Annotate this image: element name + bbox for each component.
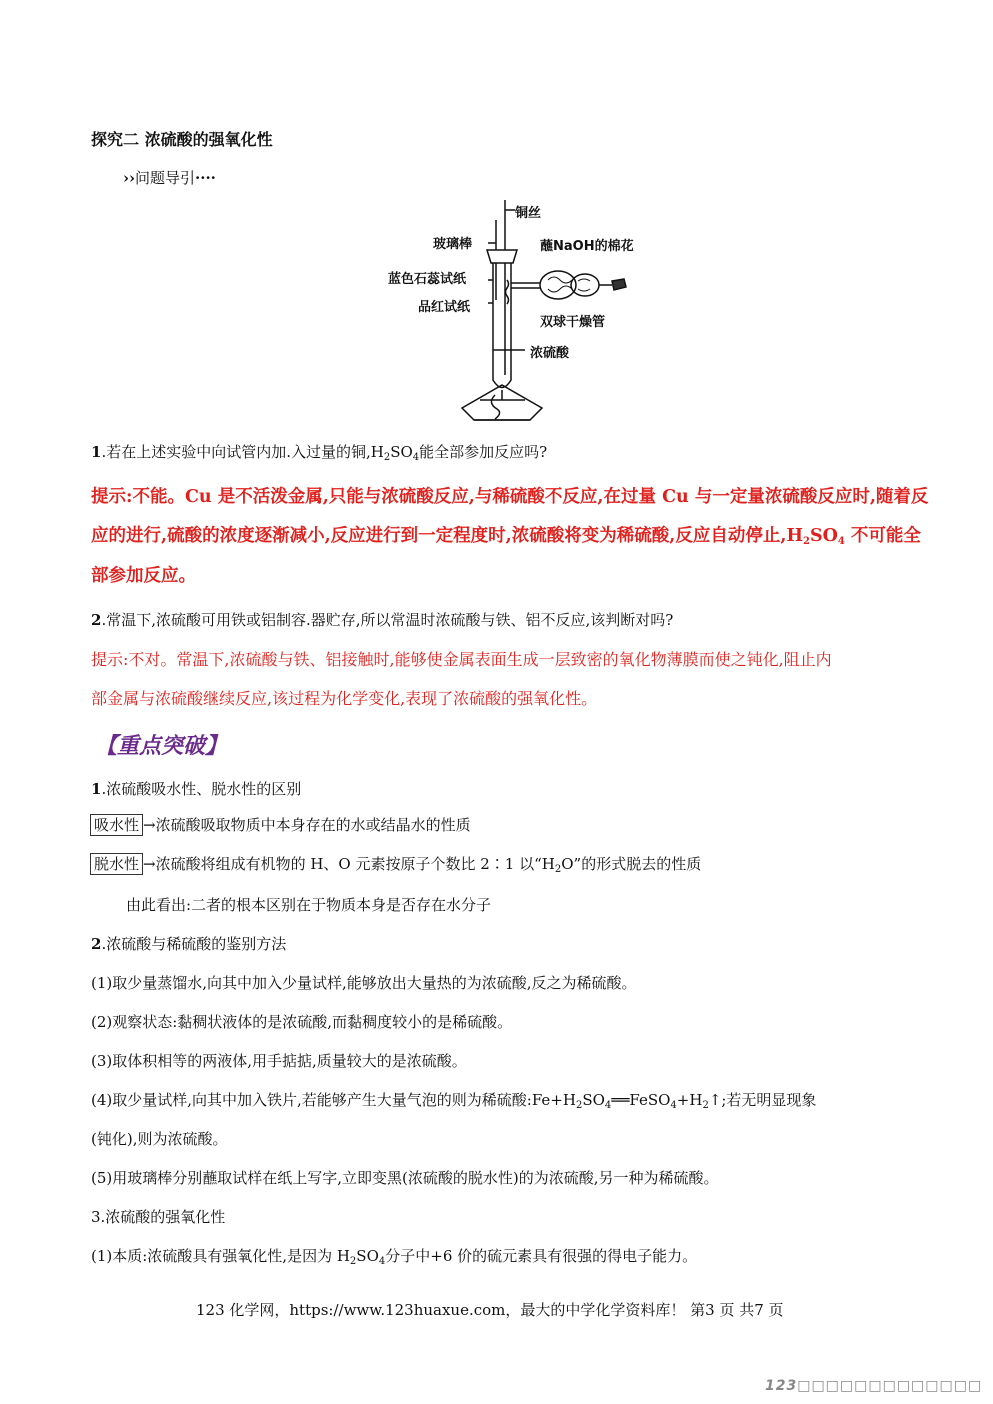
double-chevron-icon: ›› xyxy=(123,169,135,187)
label-copper-wire: 铜丝 xyxy=(515,206,542,221)
drying-tube-bulb-2 xyxy=(571,274,599,296)
method-3: (3)取体积相等的两液体,用手掂掂,质量较大的是浓硫酸。 xyxy=(91,1052,467,1070)
hint-2-line-1: 提示:不对。常温下,浓硫酸与铁、铝接触时,能够使金属表面生成一层致密的氧化物薄膜而使之钝化,阻止内 xyxy=(91,650,832,669)
hint-1-line-2: 应的进行,硫酸的浓度逐渐减小,反应进行到一定程度时,浓硫酸将变为稀硫酸,反应自动停止$,H_2SO_4$ 不可能全 xyxy=(91,526,921,547)
label-glass-rod: 玻璃棒 xyxy=(433,237,473,252)
hygroscopic-definition: 吸水性 →浓硫酸吸取物质中本身存在的水或结晶水的性质 xyxy=(90,814,471,835)
question-1: 1.若在上述实验中向试管内加.入过量的铜$,H_2SO_4$能全部参加反应吗? xyxy=(91,443,548,463)
point-1-conclusion: 由此看出:二者的根本区别在于物质本身是否存在水分子 xyxy=(126,896,492,914)
method-2: (2)观察状态:黏稠状液体的是浓硫酸,而黏稠度较小的是稀硫酸。 xyxy=(91,1013,513,1031)
question-2: 2.常温下,浓硫酸可用铁或铝制容.器贮存,所以常温时浓硫酸与铁、铝不反应,该判断对吗? xyxy=(91,611,674,629)
method-4-continued: (钝化),则为浓硫酸。 xyxy=(91,1130,228,1148)
point-3-essence: (1)本质:浓硫酸具有强氧化性,是因为 $H_2SO_4$分子中+6 价的硫元素具有很强的得电子能力。 xyxy=(91,1247,698,1267)
question-guide xyxy=(123,167,216,188)
point-2-title: 2.浓硫酸与稀硫酸的鉴别方法 xyxy=(91,935,287,953)
label-litmus-paper: 蓝色石蕊试纸 xyxy=(388,272,467,287)
method-4: (4)取少量试样,向其中加入铁片,若能够产生大量气泡的则为稀硫酸$:Fe+H_2SO_4══FeSO_4+H_2↑$;若无明显现象 xyxy=(91,1091,817,1111)
label-drying-tube: 双球干燥管 xyxy=(540,315,606,330)
hygroscopic-box: 吸水性 xyxy=(90,814,143,836)
point-3-title: 3.浓硫酸的强氧化性 xyxy=(91,1208,226,1226)
dehydrating-box: 脱水性 xyxy=(90,853,143,875)
hint-2-line-2: 部金属与浓硫酸继续反应,该过程为化学变化,表现了浓硫酸的强氧化性。 xyxy=(91,689,598,708)
label-naoh-cotton: 蘸NaOH的棉花 xyxy=(540,239,634,254)
guide-label: 问题导引 xyxy=(135,169,196,187)
site-watermark: 123□□□□□□□□□□□□□ xyxy=(765,1378,983,1394)
label-magenta-paper: 品红试纸 xyxy=(418,300,471,315)
litmus-paper xyxy=(506,280,509,304)
rubber-stopper xyxy=(487,250,517,263)
hint-1-line-1: 提示:不能。Cu 是不活泼金属,只能与浓硫酸反应,与稀硫酸不反应,在过量 Cu 与一定量浓硫酸反应时,随着反 xyxy=(91,487,929,507)
method-5: (5)用玻璃棒分别蘸取试样在纸上写字,立即变黑(浓硫酸的脱水性)的为浓硫酸,另一种为稀硫酸。 xyxy=(91,1169,719,1187)
guide-dots: ···· xyxy=(195,169,216,187)
label-concentrated-acid: 浓硫酸 xyxy=(530,346,570,361)
page-footer: 123 化学网，https://www.123huaxue.com，最大的中学化学资料库！ 第3 页 共7 页 xyxy=(196,1301,784,1319)
section-title: 探究二 浓硫酸的强氧化性 xyxy=(91,130,273,149)
method-1: (1)取少量蒸馏水,向其中加入少量试样,能够放出大量热的为浓硫酸,反之为稀硫酸。 xyxy=(91,974,637,992)
point-1-title: 1.浓硫酸吸水性、脱水性的区别 xyxy=(91,780,302,798)
dehydrating-definition: 脱水性 →浓硫酸将组成有机物的 H、O 元素按原子个数比 2∶1 以“$H_2O$”的形式脱去的性质 xyxy=(90,853,701,875)
hint-1-line-3: 部参加反应。 xyxy=(91,566,196,586)
key-points-heading: 【重点突破】 xyxy=(95,733,228,759)
